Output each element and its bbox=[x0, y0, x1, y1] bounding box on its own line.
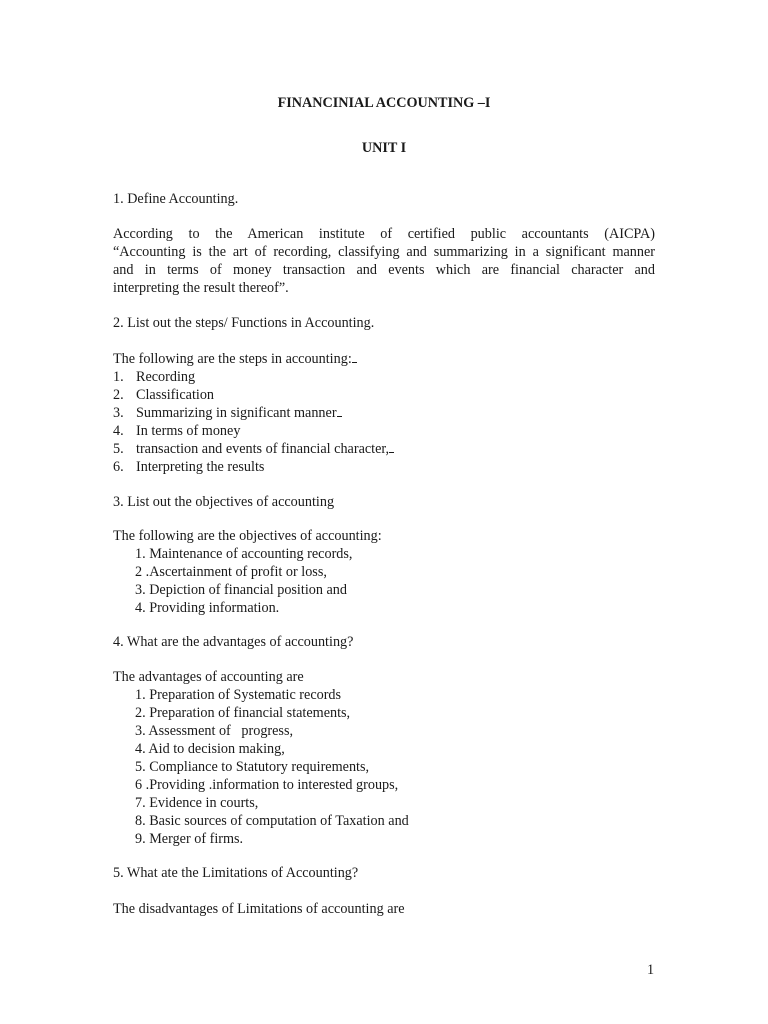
step-text: Interpreting the results bbox=[136, 459, 265, 475]
advantage-item: 2. Preparation of financial statements, bbox=[135, 705, 351, 721]
step-text: transaction and events of financial character, bbox=[136, 440, 394, 458]
answer-1-line-4: interpreting the result thereof”. bbox=[113, 280, 289, 296]
page-number: 1 bbox=[647, 962, 655, 978]
step-text: Summarizing in significant manner bbox=[136, 404, 342, 422]
answer-1-line-3: and in terms of money transaction and events which are financial character and bbox=[113, 262, 655, 278]
advantage-item: 6 .Providing .information to interested groups, bbox=[135, 777, 399, 793]
advantages-intro: The advantages of accounting are bbox=[113, 669, 304, 685]
step-text: In terms of money bbox=[136, 423, 241, 439]
step-number: 1. bbox=[113, 369, 124, 385]
advantage-item: 9. Merger of firms. bbox=[135, 831, 244, 847]
advantage-item: 5. Compliance to Statutory requirements, bbox=[135, 759, 370, 775]
step-number: 3. bbox=[113, 405, 124, 421]
answer-1-line-2: “Accounting is the art of recording, classifying and summarizing in a significant manner bbox=[113, 244, 655, 260]
advantage-item: 7. Evidence in courts, bbox=[135, 795, 259, 811]
objective-item: 4. Providing information. bbox=[135, 600, 280, 616]
step-number: 2. bbox=[113, 387, 124, 403]
advantage-item: 1. Preparation of Systematic records bbox=[135, 687, 342, 703]
step-number: 5. bbox=[113, 441, 124, 457]
question-5: 5. What ate the Limitations of Accounting? bbox=[113, 865, 359, 881]
step-number: 6. bbox=[113, 459, 124, 475]
unit-heading: UNIT I bbox=[361, 140, 407, 156]
limitations-intro: The disadvantages of Limitations of accounting are bbox=[113, 901, 405, 917]
question-3: 3. List out the objectives of accounting bbox=[113, 494, 335, 510]
advantage-item: 8. Basic sources of computation of Taxation and bbox=[135, 813, 409, 829]
objective-item: 2 .Ascertainment of profit or loss, bbox=[135, 564, 327, 580]
question-4: 4. What are the advantages of accounting? bbox=[113, 634, 354, 650]
advantage-item: 3. Assessment of progress, bbox=[135, 723, 294, 739]
step-text: Recording bbox=[136, 369, 196, 385]
steps-intro: The following are the steps in accounting: bbox=[113, 350, 357, 368]
objective-item: 1. Maintenance of accounting records, bbox=[135, 546, 353, 562]
underline-mark bbox=[337, 404, 342, 417]
underline-mark bbox=[389, 440, 394, 453]
objective-item: 3. Depiction of financial position and bbox=[135, 582, 347, 598]
underline-mark bbox=[352, 350, 357, 363]
answer-1-line-1: According to the American institute of certified public accountants (AICPA) bbox=[113, 226, 655, 242]
question-2: 2. List out the steps/ Functions in Accounting. bbox=[113, 315, 375, 331]
objectives-intro: The following are the objectives of accounting: bbox=[113, 528, 382, 544]
step-text: Classification bbox=[136, 387, 215, 403]
step-number: 4. bbox=[113, 423, 124, 439]
document-title: FINANCINIAL ACCOUNTING –I bbox=[277, 95, 491, 111]
question-1: 1. Define Accounting. bbox=[113, 191, 239, 207]
advantage-item: 4. Aid to decision making, bbox=[135, 741, 285, 757]
